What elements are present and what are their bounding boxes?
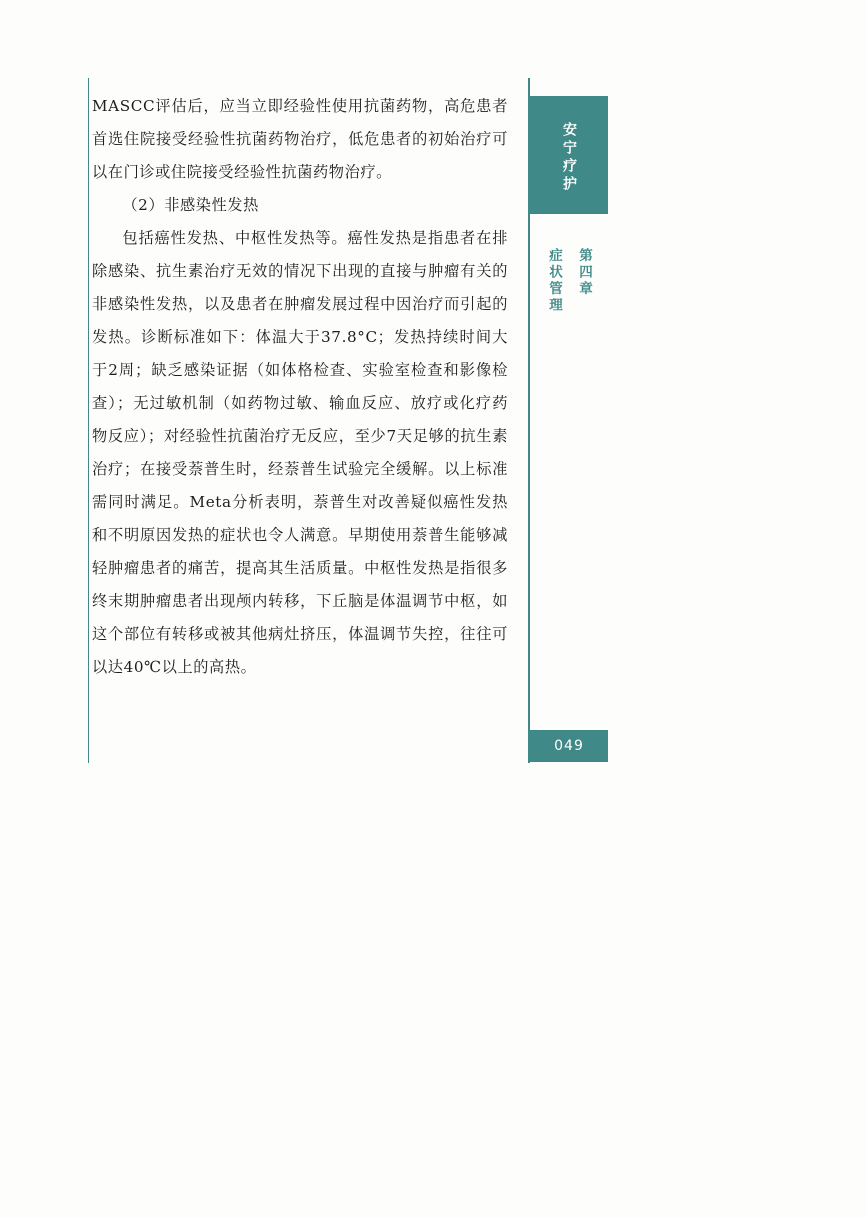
paragraph-3: 包括癌性发热、中枢性发热等。癌性发热是指患者在排除感染、抗生素治疗无效的情况下出现的直接与肿瘤有关的非感染性发热，以及患者在肿瘤发展过程中因治疗而引起的发热。诊断标准如下：体温大于37.8°C；发热持续时间大于2周；缺乏感染证据（如体格检查、实验室检查和影像检查）；无过敏机制（如药物过敏、输血反应、放疗或化疗药物反应）；对经验性抗菌治疗无反应，至少7天足够的抗生素治疗；在接受萘普生时，经萘普生试验完全缓解。以上标准需同时满足。Meta分析表明，萘普生对改善疑似癌性发热和不明原因发热的症状也令人满意。早期使用萘普生能够减轻肿瘤患者的痛苦，提高其生活质量。中枢性发热是指很多终末期肿瘤患者出现颅内转移，下丘脑是体温调节中枢，如这个部位有转移或被其他病灶挤压，体温调节失控，往往可以达40℃以上的高热。 [92,229,508,676]
left-vertical-rule [88,78,89,763]
chapter-title-text: 症状管理 [546,248,562,314]
chapter-marker [530,248,608,314]
paragraph-2: （2）非感染性发热 [122,196,259,214]
chapter-label-text: 第四章 [576,248,592,298]
page-number-text: 049 [554,738,584,754]
paragraph-1: MASCC评估后，应当立即经验性使用抗菌药物，高危患者首选住院接受经验性抗菌药物治疗，低危患者的初始治疗可以在门诊或住院接受经验性抗菌药物治疗。 [92,97,508,181]
sidebar [530,96,608,314]
body-text-column [92,90,508,684]
book-title-text: 安宁疗护 [561,122,577,194]
page-number-badge [530,730,608,762]
book-title-badge [530,96,608,214]
